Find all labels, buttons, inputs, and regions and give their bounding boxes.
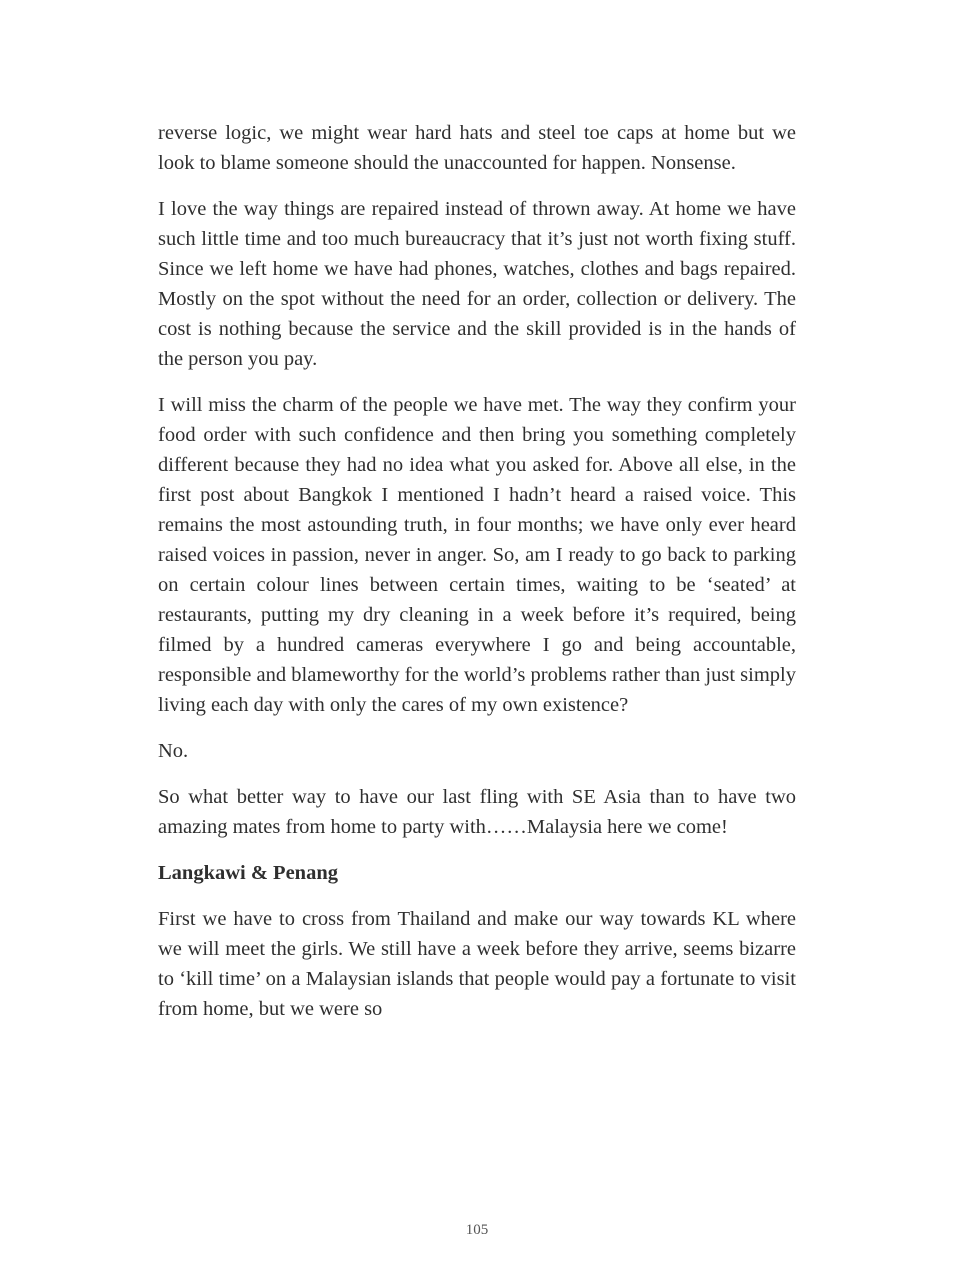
paragraph-crossing-thailand: First we have to cross from Thailand and make our way towards KL where we will meet the girls. We still have a week before they arrive, seems bizarre to ‘kill time’ on a Malaysian islands that people would pay a fortunate to visit from home, but we were so	[158, 908, 796, 1020]
paragraph-no: No.	[158, 740, 189, 762]
paragraph-repairs: I love the way things are repaired instead of thrown away. At home we have such little time and too much bureaucracy that it’s just not worth fixing stuff. Since we left home we have had phones, watches, clothes and bags repaired. Mostly on the spot without the need for an order, collection or delivery. The cost is nothing because the service and the skill provided is in the hands of the person you pay.	[158, 198, 796, 370]
section-heading: Langkawi & Penang	[158, 862, 338, 884]
page-number: 105	[465, 1222, 489, 1238]
paragraph-reverse-logic: reverse logic, we might wear hard hats and steel toe caps at home but we look to blame someone should the unaccounted for happen. Nonsense.	[158, 122, 796, 174]
page-body	[158, 118, 796, 1040]
paragraph-charm-of-people: I will miss the charm of the people we have met. The way they confirm your food order with such confidence and then bring you something completely different because they had no idea what you asked for. Above all else, in the first post about Bangkok I mentioned I hadn’t heard a raised voice. This remains the most astounding truth, in four months; we have only ever heard raised voices in passion, never in anger. So, am I ready to go back to parking on certain colour lines between certain times, waiting to be ‘seated’ at restaurants, putting my dry cleaning in a week before it’s required, being filmed by a hundred cameras everywhere I go and being accountable, responsible and blameworthy for the world’s problems rather than just simply living each day with only the cares of my own existence?	[158, 394, 796, 716]
paragraph-last-fling: So what better way to have our last fling with SE Asia than to have two amazing mates from home to party with……Malaysia here we come!	[158, 786, 796, 838]
